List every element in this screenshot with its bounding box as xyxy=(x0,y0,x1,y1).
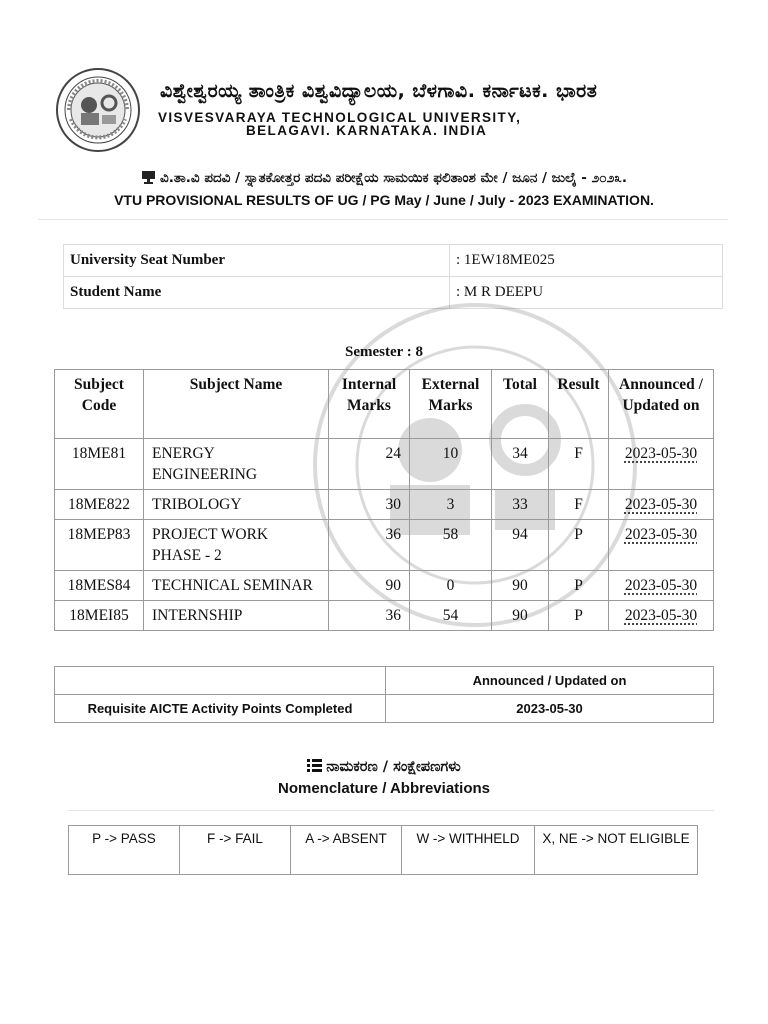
subject-code: 18ME822 xyxy=(55,490,144,520)
announced-date xyxy=(609,601,714,631)
table-row xyxy=(55,601,714,631)
announced-date-text: 2023-05-30 xyxy=(624,577,698,594)
header-announced: Announced / Updated on xyxy=(609,370,714,439)
announced-date xyxy=(609,571,714,601)
list-icon xyxy=(307,759,322,773)
external-marks: 54 xyxy=(410,601,492,631)
header-external-marks: External Marks xyxy=(410,370,492,439)
announced-date-text: 2023-05-30 xyxy=(624,607,698,624)
external-marks: 3 xyxy=(410,490,492,520)
aicte-header: Announced / Updated on xyxy=(386,667,714,695)
external-marks: 0 xyxy=(410,571,492,601)
external-marks: 10 xyxy=(410,439,492,490)
subject-code: 18MEP83 xyxy=(55,520,144,571)
header-result: Result xyxy=(549,370,609,439)
total-marks: 90 xyxy=(492,601,549,631)
header-total: Total xyxy=(492,370,549,439)
aicte-empty-cell xyxy=(55,667,386,695)
result: F xyxy=(549,439,609,490)
aicte-label: Requisite AICTE Activity Points Completed xyxy=(55,695,386,723)
table-row xyxy=(55,439,714,490)
announced-date xyxy=(609,439,714,490)
result: P xyxy=(549,520,609,571)
monitor-icon xyxy=(141,170,156,184)
usn-label: University Seat Number xyxy=(64,245,450,277)
university-title-english-line1: VISVESVARAYA TECHNOLOGICAL UNIVERSITY, xyxy=(158,110,522,125)
external-marks: 58 xyxy=(410,520,492,571)
total-marks: 90 xyxy=(492,571,549,601)
result: P xyxy=(549,571,609,601)
internal-marks: 90 xyxy=(329,571,410,601)
subject-name: INTERNSHIP xyxy=(144,601,329,631)
announced-date xyxy=(609,520,714,571)
total-marks: 94 xyxy=(492,520,549,571)
abbr-pass: P -> PASS xyxy=(69,826,180,875)
internal-marks: 24 xyxy=(329,439,410,490)
marks-table xyxy=(54,369,714,631)
abbr-fail: F -> FAIL xyxy=(180,826,291,875)
exam-title-english: VTU PROVISIONAL RESULTS OF UG / PG May / June / July - 2023 EXAMINATION. xyxy=(114,192,654,208)
subject-name: PROJECT WORK PHASE - 2 xyxy=(144,520,329,571)
header-internal-marks: Internal Marks xyxy=(329,370,410,439)
student-name-value: : M R DEEPU xyxy=(450,277,723,309)
result: P xyxy=(549,601,609,631)
internal-marks: 36 xyxy=(329,520,410,571)
university-seal-icon xyxy=(55,67,141,153)
abbreviations-table xyxy=(68,825,698,875)
nomenclature-title-kannada-text: ನಾಮಕರಣ / ಸಂಕ್ಷೇಪಣಗಳು xyxy=(326,759,461,775)
student-name-label: Student Name xyxy=(64,277,450,309)
aicte-table xyxy=(54,666,714,723)
announced-date-text: 2023-05-30 xyxy=(624,445,698,462)
table-row xyxy=(55,520,714,571)
nomenclature-title-english: Nomenclature / Abbreviations xyxy=(278,780,490,797)
exam-title-kannada-text: ವಿ.ತಾ.ವಿ ಪದವಿ / ಸ್ನಾತಕೋತ್ತರ ಪದವಿ ಪರೀಕ್ಷೆಯ ಸಾಮಯಿಕ ಫಲಿತಾಂಶ ಮೇ / ಜೂನ / ಜುಲೈ - ೨೦೨೩. xyxy=(160,170,627,186)
total-marks: 34 xyxy=(492,439,549,490)
table-row xyxy=(55,490,714,520)
announced-date-text: 2023-05-30 xyxy=(624,496,698,513)
subject-name: TRIBOLOGY xyxy=(144,490,329,520)
internal-marks: 30 xyxy=(329,490,410,520)
header-subject-name: Subject Name xyxy=(144,370,329,439)
subject-name: TECHNICAL SEMINAR xyxy=(144,571,329,601)
exam-title-kannada xyxy=(0,170,768,186)
divider xyxy=(68,810,714,811)
usn-value: : 1EW18ME025 xyxy=(450,245,723,277)
subject-name: ENERGY ENGINEERING xyxy=(144,439,329,490)
aicte-date: 2023-05-30 xyxy=(386,695,714,723)
abbr-not-eligible: X, NE -> NOT ELIGIBLE xyxy=(535,826,698,875)
announced-date-text: 2023-05-30 xyxy=(624,526,698,543)
semester-label: Semester : 8 xyxy=(344,344,424,360)
total-marks: 33 xyxy=(492,490,549,520)
announced-date xyxy=(609,490,714,520)
university-title-english-line2: BELAGAVI. KARNATAKA. INDIA xyxy=(246,123,488,138)
subject-code: 18MEI85 xyxy=(55,601,144,631)
nomenclature-title-kannada xyxy=(0,759,768,775)
subject-code: 18ME81 xyxy=(55,439,144,490)
result: F xyxy=(549,490,609,520)
subject-code: 18MES84 xyxy=(55,571,144,601)
abbr-withheld: W -> WITHHELD xyxy=(402,826,535,875)
table-row xyxy=(55,571,714,601)
abbr-absent: A -> ABSENT xyxy=(291,826,402,875)
university-title-kannada: ವಿಶ್ವೇಶ್ವರಯ್ಯ ತಾಂತ್ರಿಕ ವಿಶ್ವವಿದ್ಯಾಲಯ, ಬೆಳಗಾವಿ. ಕರ್ನಾಟಕ. ಭಾರತ xyxy=(160,80,598,102)
divider xyxy=(38,219,728,220)
header-subject-code: Subject Code xyxy=(55,370,144,439)
internal-marks: 36 xyxy=(329,601,410,631)
